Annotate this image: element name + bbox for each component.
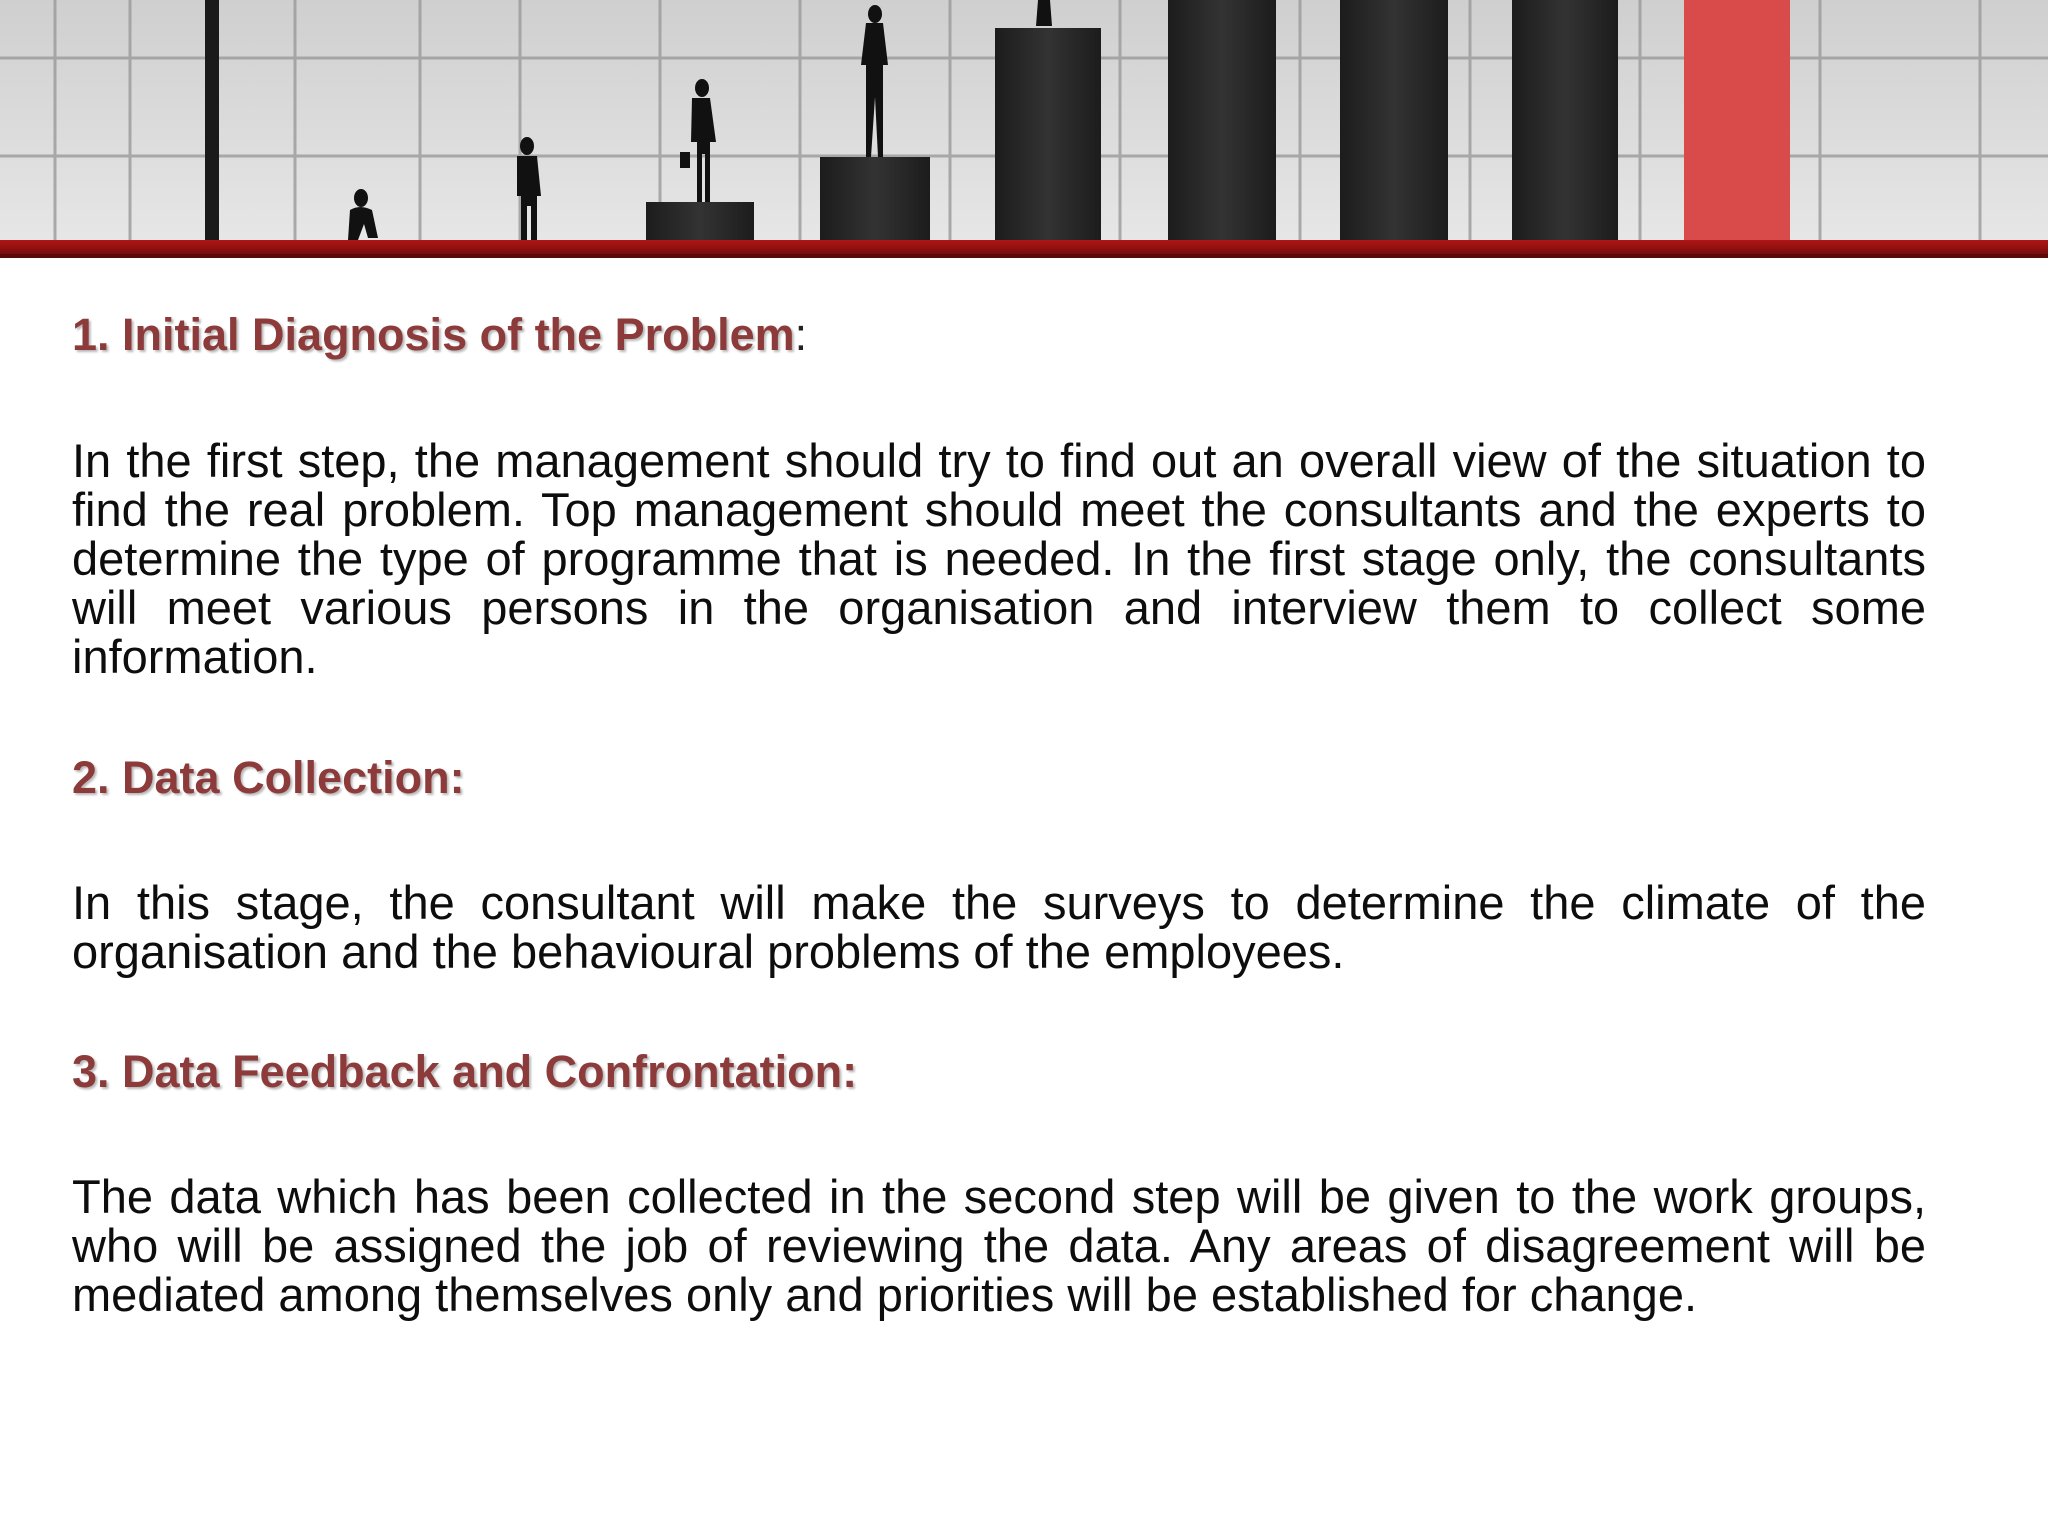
section-1-heading-colon: : xyxy=(794,309,808,360)
section-3-heading: 3. Data Feedback and Confrontation: xyxy=(72,1046,858,1097)
section-1-body: In the first step, the management should try to find out an overall view of the situation to find the real problem. Top management should meet the consultants and the experts to determine the type of programme that is needed. In the first stage only, the consultants will meet various persons in the organisation and interview them to collect some information. xyxy=(72,434,1926,683)
header-banner-image xyxy=(0,0,2048,258)
section-3-body: The data which has been collected in the second step will be given to the work groups, who will be assigned the job of reviewing the data. Any areas of disagreement will be mediated among themselves only and priorities will be established for change. xyxy=(72,1170,1926,1321)
section-2-body: In this stage, the consultant will make the surveys to determine the climate of the organisation and the behavioural problems of the employees. xyxy=(72,876,1926,978)
section-2-heading: 2. Data Collection: xyxy=(72,752,465,803)
section-1-heading-text: 1. Initial Diagnosis of the Problem xyxy=(72,309,795,360)
section-1-heading xyxy=(72,309,807,361)
